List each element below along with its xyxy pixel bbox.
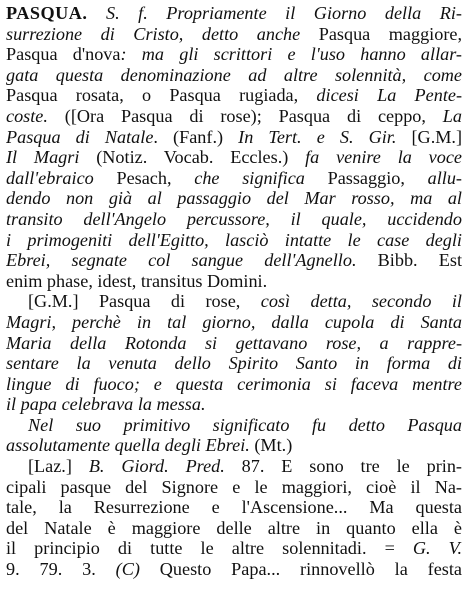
text-line (6, 127, 462, 148)
text-line: del Natale è maggiore delle altre in quanto ella è (6, 517, 462, 538)
text-span (87, 3, 106, 23)
text-span: B. Giord. Pred. (88, 456, 225, 477)
text-span: S. f. Propriamente il Giorno della Ri- (106, 3, 462, 23)
text-line: il papa celebrava la messa. (6, 394, 206, 415)
text-span: dicesi La Pente- (316, 85, 462, 106)
text-line (6, 168, 462, 189)
text-span: ([Ora Pasqua di rose); Pasqua di ceppo, (47, 105, 443, 126)
text-span: [G.M.] Pasqua di rose, (28, 291, 261, 312)
text-span: . (Fanf.) (153, 126, 239, 147)
text-span: dall'ebraico (6, 167, 117, 188)
text-span: gata questa denominazione ad altre solennità, come (6, 64, 462, 85)
text-span: [Laz.] (28, 456, 89, 477)
entry-paragraph-primitive (6, 415, 462, 456)
text-span: allu- (427, 167, 462, 188)
text-span: : ma gli scrittori e l'uso hanno allar- (120, 44, 462, 65)
text-span: Pesach, (116, 167, 195, 188)
text-line (6, 456, 462, 477)
text-line (6, 147, 462, 168)
text-span: Pasqua di Natale (6, 126, 154, 147)
text-span: La (442, 105, 462, 126)
text-line: tale, la Resurrezione e l'Ascensione... Ma questa (6, 497, 462, 518)
text-line (6, 3, 462, 24)
text-span: Il Magri (6, 147, 80, 168)
entry-paragraph-rose (6, 291, 462, 415)
text-line: Maria della Rotonda si gettavano rose, a rappre- (6, 332, 462, 353)
text-line (6, 435, 462, 456)
entry-paragraph-citation (6, 456, 462, 580)
text-span: così detta, secondo il (260, 291, 462, 312)
text-line (6, 65, 462, 86)
text-span: Pasqua d'nova (6, 44, 121, 65)
text-line (6, 559, 462, 580)
text-span: G. V. (412, 538, 462, 559)
text-span: fa venire la voce (305, 147, 462, 168)
text-line (6, 106, 462, 127)
text-line (6, 250, 462, 271)
text-line: sentare la venuta dello Spirito Santo in forma di (6, 353, 462, 374)
text-span: surrezione di Cristo, detto anche (6, 23, 319, 44)
text-span: 9. 79. 3. (6, 559, 116, 580)
text-span: coste. (6, 105, 48, 126)
text-span: In Tert. e S. Gir. (238, 126, 397, 147)
text-line (6, 24, 462, 45)
text-span: Ebrei, segnate col sangue dell'Agnello. (6, 250, 378, 271)
text-span: [G.M.] (396, 126, 462, 147)
text-span: Est (417, 250, 462, 271)
headword: PASQUA. (6, 3, 88, 23)
text-span: Questo Papa... rinnovellò la festa (139, 559, 462, 580)
text-line: Magri, perchè in tal giorno, dalla cupola di Santa (6, 311, 462, 332)
text-span: che significa (194, 167, 328, 188)
text-line (6, 291, 462, 312)
text-line (6, 44, 462, 65)
text-line: enim phase, idest, transitus Domini. (6, 270, 268, 291)
text-span: il principio di tutte le altre solennitadi. = (6, 538, 413, 559)
text-span: (C) (115, 559, 140, 580)
text-span: Passaggio, (327, 167, 428, 188)
text-span: Bibb. (377, 250, 418, 271)
text-line: lingue di fuoco; e questa cerimonia si faceva mentre (6, 373, 462, 394)
text-line: dendo non già al passaggio del Mar rosso, ma al (6, 188, 462, 209)
text-span: Pasqua rosata, o Pasqua rugiada, (6, 85, 317, 106)
text-line (6, 538, 462, 559)
text-span: assolutamente quella degli Ebrei. (6, 435, 250, 456)
text-line (6, 85, 462, 106)
text-span: (Mt.) (249, 435, 293, 456)
entry-paragraph-definition (6, 3, 462, 291)
text-line: Nel suo primitivo significato fu detto Pasqua (28, 414, 462, 435)
text-line: cipali pasque del Signore e le maggiori, cioè il Na- (6, 476, 462, 497)
text-line: transito dell'Angelo percussore, il quale, uccidendo (6, 208, 462, 229)
text-span: (Notiz. Vocab. Eccles.) (79, 147, 306, 168)
text-span: 87. E sono tre le prin- (224, 456, 462, 477)
text-span: Pasqua maggiore, (318, 23, 462, 44)
text-line: i primogeniti dell'Egitto, lasciò intatte le case degli (6, 229, 462, 250)
